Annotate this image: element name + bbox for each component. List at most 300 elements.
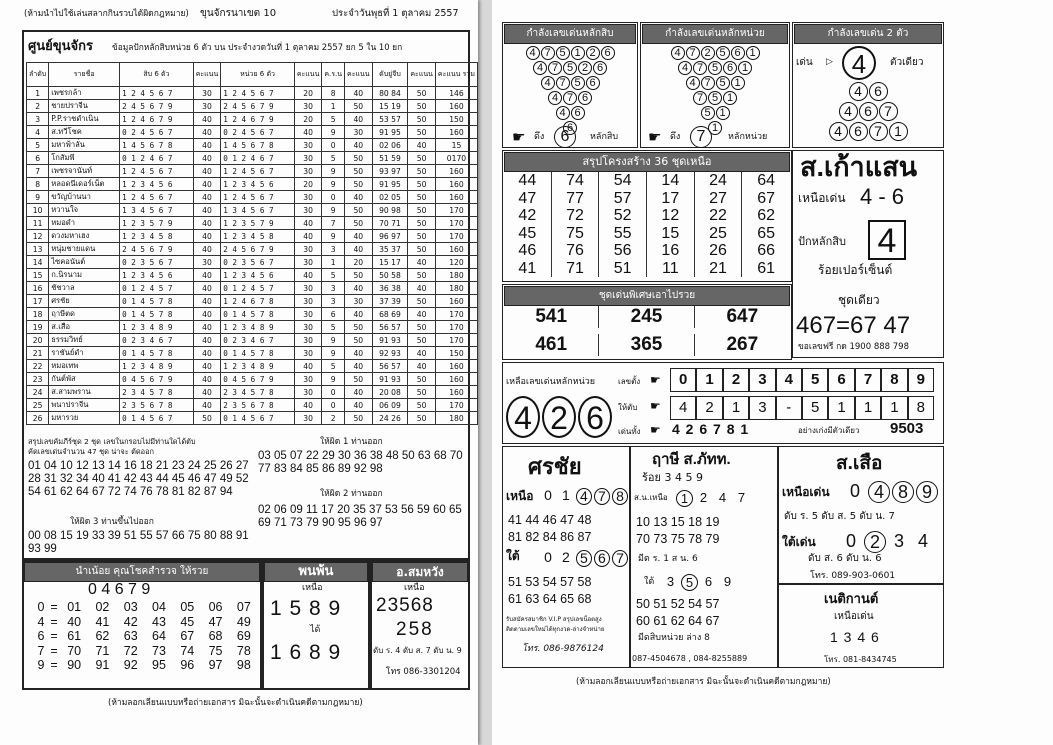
box-a-cell: 05: [180, 600, 195, 614]
unit-cell: 2: [696, 396, 722, 420]
table-cell: 9: [322, 334, 345, 347]
net-value: 1 3 4 6: [830, 629, 880, 645]
summary36-cell: 16: [647, 242, 695, 260]
table-cell: 26: [27, 412, 49, 425]
table-cell: 40: [345, 308, 373, 321]
box-c-line: ดับ ร. 4 ดับ ส. 7 ดับ น. 9: [373, 646, 462, 655]
triangle-digit: 5: [571, 76, 585, 90]
kao-big: 467=67 47: [796, 312, 911, 339]
triangle-digit: 4: [533, 61, 547, 75]
table-cell: 160: [435, 100, 477, 113]
circled-digit: 9: [723, 573, 732, 589]
ruesi-l4: [662, 572, 762, 592]
table-cell: 170: [435, 321, 477, 334]
unit-cell: 1: [881, 396, 907, 420]
unit-cell: 3: [749, 368, 775, 392]
triangle-row: [504, 61, 636, 76]
box-a-cell: 47: [208, 614, 223, 629]
summary36-cell: 44: [504, 172, 552, 190]
table-cell: 16: [27, 282, 49, 295]
table-cell: 1: [322, 100, 345, 113]
triangle-digit: 4: [849, 82, 868, 101]
table-cell: 1 3 4 5 6 7: [120, 204, 194, 217]
triangle-row: [794, 102, 942, 122]
table-cell: 30: [193, 100, 221, 113]
table-cell: 50: [408, 230, 436, 243]
table-cell: 30: [193, 256, 221, 269]
box-a-cell: 78: [236, 643, 251, 658]
table-row: [27, 139, 478, 152]
table-cell: 40: [193, 113, 221, 126]
circled-digit: 2: [864, 531, 886, 553]
table-cell: 20: [294, 113, 322, 126]
sorn-title: ศรชัย: [528, 454, 582, 479]
table-cell: 1: [27, 87, 49, 100]
table-cell: 50: [408, 204, 436, 217]
unit-row2-label: ให้ตับ: [618, 403, 638, 412]
table-cell: 30: [294, 347, 322, 360]
table-row: [27, 256, 478, 269]
table-cell: 160: [435, 360, 477, 373]
table-cell: 9: [322, 347, 345, 360]
circled-digit: 2: [699, 489, 708, 505]
table-cell: 50: [408, 217, 436, 230]
table-cell: 13: [27, 243, 49, 256]
table-body: [27, 87, 478, 425]
triangle-row: [642, 91, 788, 106]
table-cell: 50: [345, 334, 373, 347]
header-cell: รายชื่อ: [49, 63, 120, 87]
number-line: 50 51 52 54 57: [636, 597, 720, 611]
table-cell: ศรชัย: [49, 295, 120, 308]
box-a-cell: 61: [67, 629, 82, 643]
table-cell: 2 3 5 6 7 8: [120, 399, 194, 412]
triangle-row: [794, 82, 942, 102]
table-cell: 170: [435, 204, 477, 217]
table-row: [27, 204, 478, 217]
table-cell: 50: [408, 399, 436, 412]
triangle-row: [504, 91, 636, 106]
table-cell: ขวัญบ้านนา: [49, 191, 120, 204]
kao-line3: ร้อยเปอร์เซ็นต์: [818, 263, 893, 277]
table-cell: 30: [294, 204, 322, 217]
circled-digit: 4: [868, 481, 890, 503]
table-cell: 2: [27, 100, 49, 113]
table-cell: 5: [322, 321, 345, 334]
table-cell: 1 2 3 4 5 6: [120, 178, 194, 191]
circled-digit: 5: [681, 574, 698, 591]
unit-cell: 5: [802, 396, 828, 420]
number-line: 41 44 46 47 48: [508, 513, 592, 527]
table-cell: 50: [408, 269, 436, 282]
triangle-row: [642, 46, 788, 61]
table-cell: 30: [345, 126, 373, 139]
summary-numbers: 01 04 10 12 13 14 16 18 21 23 24 25 26 27 28 31 32 34 40 41 42 43 44 45 46 47 49 52 54 61 62 64 67 72 74 76 78 81 82 87 94: [28, 460, 249, 498]
box-a-cell: =: [50, 629, 58, 643]
summary36-cell: 71: [552, 260, 600, 278]
trio-number: 461: [504, 334, 599, 356]
unit-cell: 1: [723, 396, 749, 420]
table-cell: 0: [322, 386, 345, 399]
triangle-digit: 4: [556, 106, 570, 120]
circled-digit: 0: [849, 481, 860, 501]
table-cell: 40: [193, 152, 221, 165]
table-cell: 1 2 4 5 6 7: [221, 165, 295, 178]
box-a-cell: 74: [180, 643, 195, 658]
table-cell: 40: [193, 178, 221, 191]
table-cell: 30: [294, 152, 322, 165]
tri1-label: ดึง: [534, 132, 545, 142]
summary36-cell: 25: [695, 225, 743, 243]
triangle-digit: 6: [563, 121, 577, 135]
table-cell: 9: [322, 230, 345, 243]
triangle-digit: 7: [541, 46, 555, 60]
table-cell: 180: [435, 269, 477, 282]
table-row: [27, 399, 478, 412]
triangle-digit: 6: [849, 122, 868, 141]
table-cell: 15: [435, 139, 477, 152]
table-cell: 51 59: [372, 152, 408, 165]
table-cell: 0 2 3 5 6 7: [120, 256, 194, 269]
box-c-mid: 258: [396, 619, 434, 640]
triangle-digit: 6: [731, 46, 745, 60]
box-a-title: นำเน้อย คุณโชคสำรวจ ให้รวย: [24, 562, 260, 582]
table-cell: 170: [435, 217, 477, 230]
table-cell: 50: [408, 100, 436, 113]
triangle-digit: 5: [701, 106, 715, 120]
table-cell: 30: [193, 87, 221, 100]
table-cell: 160: [435, 191, 477, 204]
table-cell: 3: [322, 243, 345, 256]
table-cell: 1 2 4 5 6 7: [120, 87, 194, 100]
table-cell: หวานใจ: [49, 204, 120, 217]
triangle-row: [642, 61, 788, 76]
table-cell: 0170: [435, 152, 477, 165]
table-cell: ส.เสือ: [49, 321, 120, 334]
triangle-digit: 6: [723, 61, 737, 75]
summary36-cell: 14: [647, 172, 695, 190]
table-cell: 1 2 3 4 8 9: [120, 321, 194, 334]
box-a-cell: 02: [95, 600, 110, 614]
unit-row1-label: เลขตั้ง: [618, 377, 641, 386]
table-cell: 30: [294, 243, 322, 256]
table-cell: เพชรกล้า: [49, 87, 120, 100]
table-row: [27, 334, 478, 347]
table-cell: 50: [345, 152, 373, 165]
summary36-cell: 42: [504, 207, 552, 225]
table-row: [27, 100, 478, 113]
unit-cell: 6: [828, 368, 854, 392]
draw3-label: ให้ผิด 3 ท่านขึ้นไปออก: [70, 517, 154, 527]
box-a-cell: 97: [208, 658, 223, 672]
unit-cell: 3: [749, 396, 775, 420]
triangle-digit: 5: [708, 91, 722, 105]
sorn-rows: [508, 512, 626, 546]
table-cell: 53 57: [372, 113, 408, 126]
triangle-digit: 1: [716, 106, 730, 120]
summary36-cell: 52: [599, 207, 647, 225]
unit-cell: 1: [828, 396, 854, 420]
table-cell: 0 1 2 4 6 7: [120, 152, 194, 165]
ruesi-title: ฤาษี ส.ภัทท.: [652, 451, 731, 468]
table-cell: 30: [294, 412, 322, 425]
circled-digit: 8: [892, 481, 914, 503]
table-cell: 150: [435, 113, 477, 126]
table-cell: 160: [435, 295, 477, 308]
triangle-digit: 7: [686, 46, 700, 60]
table-cell: 170: [435, 334, 477, 347]
table-cell: 1 2 3 5 7 9: [221, 217, 295, 230]
table-cell: 40: [193, 282, 221, 295]
table-cell: 10: [27, 204, 49, 217]
circled-digit: 8: [612, 488, 628, 505]
table-cell: 1 2 3 4 5 6: [221, 269, 295, 282]
box-a-cell: 63: [123, 629, 138, 643]
summary36-cell: 21: [695, 260, 743, 278]
triangle-digit: 6: [578, 91, 592, 105]
table-cell: 160: [435, 126, 477, 139]
table-cell: 1 2 4 5 6 7: [120, 165, 194, 178]
left-page: [0, 0, 478, 745]
table-cell: 0 2 3 4 6 7: [221, 334, 295, 347]
unit-row3-value: 9503: [890, 420, 924, 437]
unit-cell: 4: [670, 396, 696, 420]
suea-l4: ดับ ส. 6 ดับ น. 6: [808, 553, 882, 564]
table-cell: ไซคอนันต์: [49, 256, 120, 269]
table-cell: 24 26: [372, 412, 408, 425]
table-cell: 40: [294, 360, 322, 373]
table-cell: 40: [193, 347, 221, 360]
table-row: [27, 269, 478, 282]
triangle-digit: 4: [839, 102, 858, 121]
table-cell: 40: [345, 191, 373, 204]
table-cell: 40: [345, 113, 373, 126]
table-cell: ดวงมหาเฮง: [49, 230, 120, 243]
draw3-numbers: 00 08 15 19 33 39 51 55 57 66 75 80 88 91 93 99: [28, 530, 249, 555]
circled-digit: 3: [666, 573, 675, 589]
circled-digit: 4: [576, 488, 592, 505]
box-a-cell: 06: [208, 600, 223, 614]
triangle-digit: 1: [708, 121, 722, 135]
top-legal-note: (ห้ามนำไปใช้เล่นสลากกินรวบได้ผิดกฎหมาย): [24, 9, 189, 19]
box-a-cell: 73: [152, 643, 166, 658]
box-a-cell: 7: [37, 643, 45, 658]
table-cell: 0 1 2 4 5 7: [120, 282, 194, 295]
table-row: [27, 126, 478, 139]
table-cell: หนุ่มชายแดน: [49, 243, 120, 256]
table-cell: 1 2 3 4 8 9: [221, 321, 295, 334]
box-b-title: พนพ้น: [264, 562, 368, 582]
table-cell: 40: [193, 360, 221, 373]
table-cell: 50: [193, 412, 221, 425]
table-row: [27, 347, 478, 360]
kao-line4: ชุดเดียว: [838, 293, 880, 307]
sorn-phone: โทร. 086-9876124: [522, 644, 604, 654]
triangle-digit: 7: [563, 91, 577, 105]
table-cell: 5: [322, 269, 345, 282]
table-cell: 35 37: [372, 243, 408, 256]
table-cell: 50: [408, 321, 436, 334]
box-a-cell: =: [50, 643, 58, 658]
table-cell: มหาฟ้าลั่น: [49, 139, 120, 152]
table-cell: 12: [27, 230, 49, 243]
tri2-unit: หลักหน่วย: [728, 132, 768, 142]
table-cell: 40: [193, 295, 221, 308]
table-cell: 50 58: [372, 269, 408, 282]
triangle-digit: 4: [526, 46, 540, 60]
header-cell: ค.ร.น: [322, 63, 345, 87]
triangle-digit: 7: [548, 61, 562, 75]
unit-cell: 0: [670, 368, 696, 392]
kao-title: ส.เก้าแสน: [800, 152, 918, 182]
table-cell: 6: [322, 308, 345, 321]
triangle-digit: 7: [869, 122, 888, 141]
table-cell: 20: [294, 178, 322, 191]
summary36-cell: 75: [552, 225, 600, 243]
table-cell: ราชันย์ดำ: [49, 347, 120, 360]
box-a-cell: 40: [67, 614, 82, 629]
tri2-title: กำลังเลขเด่นหลักหน่วย: [642, 24, 788, 44]
table-cell: 50: [345, 269, 373, 282]
net-phone: โทร. 081-8434745: [824, 655, 897, 664]
table-cell: หมอดำ: [49, 217, 120, 230]
table-cell: 0 1 4 5 6 7: [221, 412, 295, 425]
table-cell: 5: [322, 113, 345, 126]
unit-row1-pointer-icon: ☛: [650, 373, 661, 387]
summary36-cell: 41: [504, 260, 552, 278]
table-cell: 02 05: [372, 191, 408, 204]
box-a-cell: 98: [236, 658, 251, 672]
table-cell: 70 71: [372, 217, 408, 230]
table-cell: 40: [408, 308, 436, 321]
table-cell: 0 1 2 4 6 7: [221, 152, 295, 165]
summary36-cell: 65: [757, 224, 776, 242]
circled-digit: 0: [845, 531, 856, 551]
table-cell: 40: [408, 360, 436, 373]
suea-l1-label: เหนือเด่น: [782, 485, 830, 499]
table-cell: 30: [294, 256, 322, 269]
table-cell: 0 1 4 5 7 8: [221, 347, 295, 360]
table-row: [27, 178, 478, 191]
table-row: [27, 282, 478, 295]
unit-row3-label: เด่นทั้ง: [618, 427, 641, 436]
triangle-digit: 2: [701, 46, 715, 60]
header-cell: ดับยู่จีบ: [372, 63, 408, 87]
table-cell: 40: [294, 269, 322, 282]
sorn-head-label: เหนือ: [506, 489, 534, 503]
ruesi-rows2: [636, 596, 776, 630]
triangle-digit: 1: [731, 76, 745, 90]
triangle-digit: 4: [671, 46, 685, 60]
table-row: [27, 295, 478, 308]
triangle-digit: 5: [716, 76, 730, 90]
tri3-triangle: [794, 82, 942, 142]
table-cell: 50: [345, 217, 373, 230]
circled-digit: 9: [916, 481, 938, 503]
table-cell: 30: [294, 386, 322, 399]
summary36-cell: 74: [552, 172, 600, 190]
table-cell: 160: [435, 386, 477, 399]
box-c-label: เหนือ: [404, 583, 425, 593]
tri3-unit: ตัวเดียว: [890, 57, 924, 68]
sorn-note2: ติดตามเลขใหม่ได้ทุกงวด-ล่างจำหน่าย: [506, 626, 605, 633]
table-cell: 1 2 3 4 5 8: [221, 230, 295, 243]
triangle-digit: 6: [601, 46, 615, 60]
tri1-title: กำลังเลขเด่นหลักสิบ: [504, 24, 636, 44]
suea-l3-label: ใต้เด่น: [782, 535, 816, 549]
table-cell: 0 1 4 5 7 8: [120, 347, 194, 360]
summary36-cell: 54: [599, 172, 647, 190]
table-cell: 24: [27, 386, 49, 399]
ruesi-l2: [676, 488, 776, 508]
table-cell: 50: [345, 204, 373, 217]
number-line: 70 73 75 78 79: [636, 532, 720, 546]
table-cell: 40: [193, 139, 221, 152]
table-cell: 50: [408, 334, 436, 347]
table-cell: 0: [322, 191, 345, 204]
triangle-digit: 6: [586, 76, 600, 90]
circled-digit: 6: [594, 550, 610, 567]
box-a-cell: 62: [95, 629, 110, 643]
table-cell: 0 2 3 4 6 7: [120, 334, 194, 347]
number-line: 61 63 64 65 68: [508, 592, 592, 606]
table-cell: 50: [345, 321, 373, 334]
triangle-digit: 1: [746, 46, 760, 60]
table-cell: 17: [27, 295, 49, 308]
net-title: เนติกานต์: [824, 591, 879, 606]
table-cell: 1 4 5 6 7 8: [120, 139, 194, 152]
box-a-cell: 45: [180, 614, 195, 629]
table-cell: พนาปราจีน: [49, 399, 120, 412]
table-cell: ส.ทวีโชค: [49, 126, 120, 139]
table-cell: 1 3 4 5 6 7: [221, 204, 295, 217]
table-cell: 5: [322, 360, 345, 373]
table-cell: 40: [345, 399, 373, 412]
results-table: [26, 62, 478, 425]
table-cell: 40: [193, 269, 221, 282]
table-cell: 0: [322, 399, 345, 412]
table-cell: 1 2 4 5 6 7: [221, 191, 295, 204]
header-cell: หน่วย 6 ตัว: [221, 63, 295, 87]
table-cell: 40: [294, 230, 322, 243]
table-cell: 50: [345, 412, 373, 425]
triangle-digit: 5: [556, 46, 570, 60]
tri2-label: ดึง: [670, 132, 681, 142]
box-a-cell: 75: [208, 643, 223, 658]
triangle-digit: 4: [686, 76, 700, 90]
table-cell: 40: [345, 139, 373, 152]
table-cell: 3: [322, 295, 345, 308]
suea-l3: [840, 530, 942, 554]
table-cell: 14: [27, 256, 49, 269]
page-title: ขุนจักรนาเขต 10: [200, 8, 277, 19]
table-cell: 1 4 5 6 7 8: [221, 139, 295, 152]
summary36-cell: 72: [552, 207, 600, 225]
table-cell: 30: [294, 373, 322, 386]
header-cell: คะแนน รวม: [435, 63, 477, 87]
triangle-digit: 1: [738, 61, 752, 75]
table-row: [27, 165, 478, 178]
table-cell: 4: [27, 126, 49, 139]
circled-digit: 7: [612, 550, 628, 567]
unit-cell: 4: [776, 368, 802, 392]
table-row: [27, 373, 478, 386]
table-cell: 160: [435, 373, 477, 386]
tri3-arrow-icon: ▷: [826, 57, 833, 67]
circled-digit: 0: [544, 548, 552, 565]
tri1-unit: หลักสิบ: [590, 132, 619, 142]
kao-line2-value: 4: [868, 220, 906, 260]
